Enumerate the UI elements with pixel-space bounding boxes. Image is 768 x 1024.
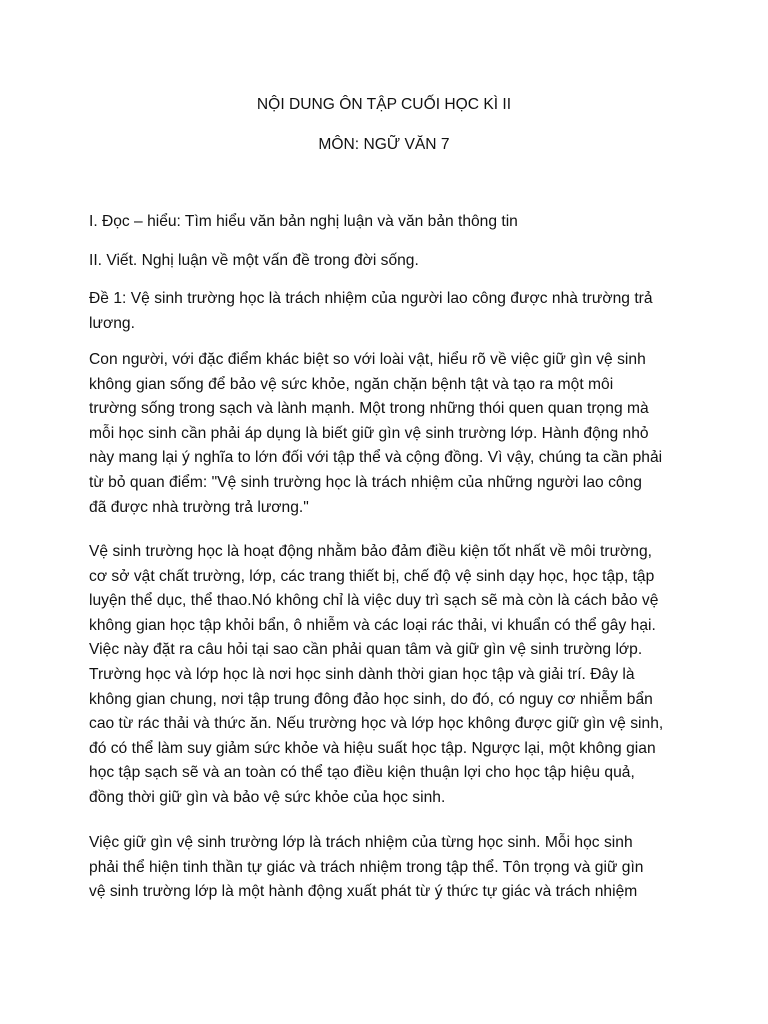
paragraph-line: Vệ sinh trường học là hoạt động nhằm bảo đảm điều kiện tốt nhất về môi trường, [89,543,653,560]
paragraph-line: từ bỏ quan điểm: "Vệ sinh trường học là trách nhiệm của những người lao công [89,473,642,491]
paragraph-line: đã được nhà trường trả lương." [89,498,309,516]
essay-prompt-line: lương. [89,314,135,332]
paragraph-line: đồng thời giữ gìn và bảo vệ sức khỏe của học sinh. [89,788,446,806]
section-reading: I. Đọc – hiểu: Tìm hiểu văn bản nghị luận và văn bản thông tin [89,213,518,230]
paragraph-line: luyện thể dục, thể thao.Nó không chỉ là việc duy trì sạch sẽ mà còn là cách bảo vệ [89,592,659,610]
paragraph-line: Con người, với đặc điểm khác biệt so với loài vật, hiểu rõ về việc giữ gìn vệ sinh [89,351,646,368]
paragraph-line: không gian sống để bảo vệ sức khỏe, ngăn chặn bệnh tật và tạo ra một môi [89,375,614,393]
section-writing: II. Viết. Nghị luận về một vấn đề trong đời sống. [89,252,419,269]
paragraph-line: vệ sinh trường lớp là một hành động xuất phát từ ý thức tự giác và trách nhiệm [89,883,638,901]
paragraph-line: phải thể hiện tinh thần tự giác và trách nhiệm trong tập thể. Tôn trọng và giữ gìn [89,858,644,876]
paragraph-line: này mang lại ý nghĩa to lớn đối với tập thể và cộng đồng. Vì vậy, chúng ta cần phải [89,449,663,467]
essay-prompt-line: Đề 1: Vệ sinh trường học là trách nhiệm của người lao công được nhà trường trả [89,290,653,307]
paragraph-line: Việc này đặt ra câu hỏi tại sao cần phải quan tâm và giữ gìn vệ sinh trường lớp. [89,641,643,659]
paragraph-line: cơ sở vật chất trường, lớp, các trang thiết bị, chế độ vệ sinh dạy học, học tập, tập [89,567,655,585]
document-title: NỘI DUNG ÔN TẬP CUỐI HỌC KÌ II [256,96,512,113]
paragraph-line: đó có thể làm suy giảm sức khỏe và hiệu suất học tập. Ngược lại, một không gian [89,739,656,757]
essay-prompt [89,287,689,336]
paragraph-line: Trường học và lớp học là nơi học sinh dành thời gian học tập và giải trí. Đây là [89,665,635,683]
paragraph-responsibility [89,831,689,905]
paragraph-line: học tập sạch sẽ và an toàn có thể tạo điều kiện thuận lợi cho học tập hiệu quả, [89,764,635,782]
paragraph-line: Việc giữ gìn vệ sinh trường lớp là trách nhiệm của từng học sinh. Mỗi học sinh [89,834,633,851]
paragraph-line: cao từ rác thải và thức ăn. Nếu trường học và lớp học không được giữ gìn vệ sinh, [89,715,664,733]
paragraph-definition [89,540,689,811]
paragraph-intro [89,348,689,520]
document-subject: MÔN: NGỮ VĂN 7 [318,136,450,153]
paragraph-line: không gian học tập khỏi bẩn, ô nhiễm và các loại rác thải, vi khuẩn có thể gây hại. [89,616,656,634]
paragraph-line: không gian chung, nơi tập trung đông đảo học sinh, do đó, có nguy cơ nhiễm bẩn [89,690,653,708]
paragraph-line: mỗi học sinh cần phải áp dụng là biết giữ gìn vệ sinh trường lớp. Hành động nhỏ [89,424,649,442]
paragraph-line: trường sống trong sạch và lành mạnh. Một trong những thói quen quan trọng mà [89,400,649,418]
